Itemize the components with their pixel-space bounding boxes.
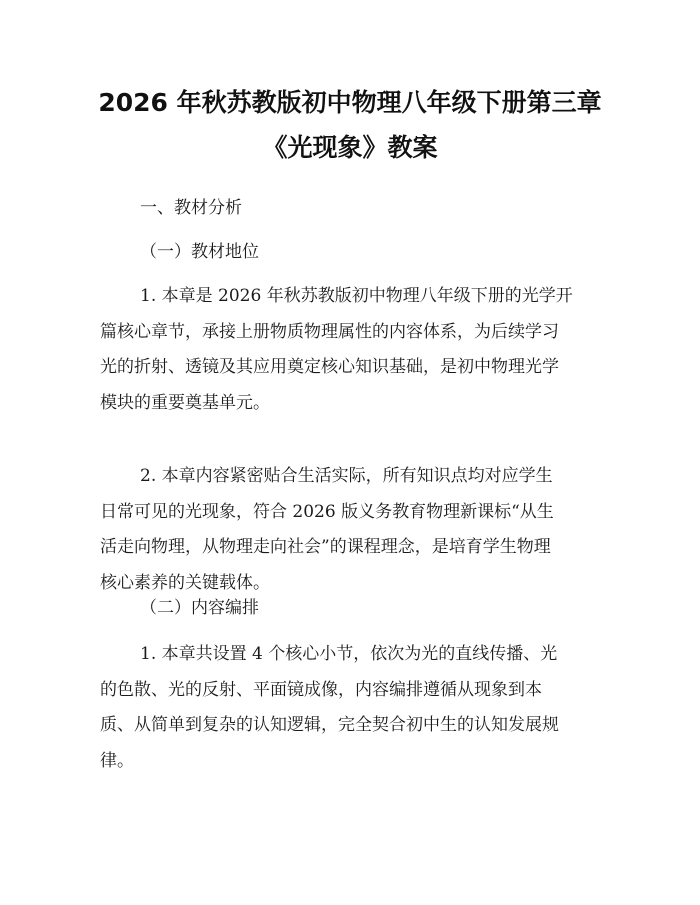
paragraph-line: 律。 xyxy=(100,750,134,771)
paragraph-line: 1. 本章是 2026 年秋苏教版初中物理八年级下册的光学开 xyxy=(140,286,573,306)
document-title-line-2: 《光现象》教案 xyxy=(262,133,438,162)
paragraph-line: 质、从简单到复杂的认知逻辑，完全契合初中生的认知发展规 xyxy=(100,715,559,735)
paragraph-line: 日常可见的光现象，符合 2026 版义务教育物理新课标“从生 xyxy=(100,501,554,522)
paragraph-line: 2. 本章内容紧密贴合生活实际，所有知识点均对应学生 xyxy=(140,466,553,486)
section-heading-textbook-analysis: 一、教材分析 xyxy=(140,198,242,218)
paragraph-line: 光的折射、透镜及其应用奠定核心知识基础，是初中物理光学 xyxy=(100,357,559,377)
paragraph-line: 篇核心章节，承接上册物质物理属性的内容体系，为后续学习 xyxy=(100,321,559,342)
paragraph-line: 核心素养的关键载体。 xyxy=(100,572,270,593)
subsection-heading-content-arrangement: （二）内容编排 xyxy=(140,598,259,618)
document-title-line-1: 2026 年秋苏教版初中物理八年级下册第三章 xyxy=(98,88,602,117)
paragraph-line: 的色散、光的反射、平面镜成像，内容编排遵循从现象到本 xyxy=(100,679,542,700)
paragraph-line: 模块的重要奠基单元。 xyxy=(100,392,270,413)
subsection-heading-textbook-position: （一）教材地位 xyxy=(140,242,259,262)
paragraph-position-1 xyxy=(100,279,600,421)
paragraph-line: 活走向物理，从物理走向社会”的课程理念，是培育学生物理 xyxy=(100,537,551,557)
paragraph-position-2 xyxy=(100,459,600,601)
paragraph-arrangement-1 xyxy=(100,637,600,779)
paragraph-line: 1. 本章共设置 4 个核心小节，依次为光的直线传播、光 xyxy=(140,644,558,664)
